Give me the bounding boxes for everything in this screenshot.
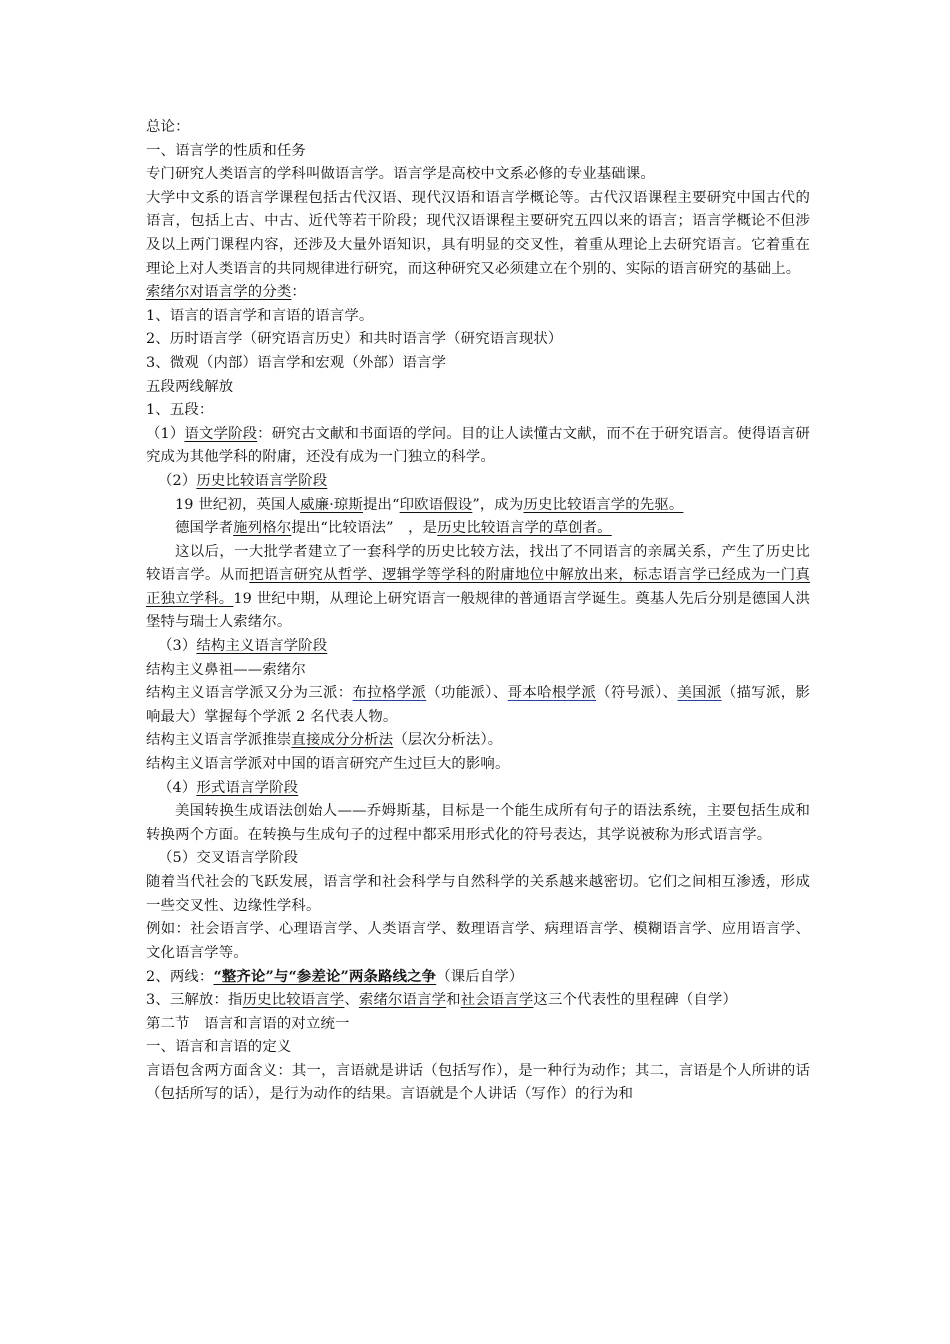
stage-5-heading: （5）交叉语言学阶段 xyxy=(158,850,299,867)
independence-phrase: 把语言研究从哲学、逻辑学等学科的附庸地位中解放出来，标志语言学已经成为一门真正独立学科。 xyxy=(146,567,810,607)
heading-general: 总论： xyxy=(146,119,190,135)
historical-comparative-term: 历史比较语言学 xyxy=(242,991,345,1008)
three-liberations-item: 3、三解放：指历史比较语言学、索绪尔语言学和社会语言学这三个代表性的里程碑（自学） xyxy=(146,991,737,1008)
structuralism-founder: 结构主义鼻祖——索绪尔 xyxy=(146,661,306,678)
stage-2-title: 历史比较语言学阶段 xyxy=(196,472,328,489)
saussure-classification-heading: 索绪尔对语言学的分类： xyxy=(146,284,306,301)
schlegel-line: 德国学者施列格尔提出“比较语法” ，是历史比较语言学的草创者。 xyxy=(175,520,612,537)
section-2-heading: 第二节 语言和言语的对立统一 xyxy=(146,1015,350,1032)
paragraph-curriculum: 大学中文系的语言学课程包括古代汉语、现代汉语和语言学概论等。古代汉语课程主要研究中国古代的语言，包括上古、中古、近代等若干阶段；现代汉语课程主要研究五四以来的语言；语言学概论不但涉及以上两门课程内容，还涉及大量外语知识，具有明显的交叉性，着重从理论上去研究语言。它着重在理论上对人类语言的共同规律进行研究，而这种研究又必须建立在个别的、实际的语言研究的基础上。 xyxy=(146,189,810,277)
schlegel-name: 施列格尔 xyxy=(233,520,292,537)
stage-1-paragraph: （1）语文学阶段：研究古文献和书面语的学问。目的让人读懂古文献，而不在于研究语言。使得语言研究成为其他学科的附庸，还没有成为一门独立的科学。 xyxy=(146,425,811,466)
stage-4-heading: （4）形式语言学阶段 xyxy=(158,779,299,796)
document-body xyxy=(146,116,810,1107)
stage-3-heading: （3）结构主义语言学阶段 xyxy=(158,638,328,655)
sociolinguistics-term: 社会语言学 xyxy=(460,991,534,1008)
classification-item-3: 3、微观（内部）语言学和宏观（外部）语言学 xyxy=(146,354,447,371)
classification-item-2: 2、历时语言学（研究语言历史）和共时语言学（研究语言现状） xyxy=(146,331,563,348)
william-jones-line: 19 世纪初，英国人威廉·琼斯提出“印欧语假设”，成为历史比较语言学的先驱。 xyxy=(175,496,684,513)
william-jones-name: 威廉·琼斯 xyxy=(300,496,364,513)
saussure-classification-link: 索绪尔对语言学的分类 xyxy=(146,284,292,301)
pioneer-phrase: 历史比较语言学的先驱。 xyxy=(523,496,684,513)
saussure-linguistics-term: 索绪尔语言学 xyxy=(358,991,447,1008)
copenhagen-school: 哥本哈根学派 xyxy=(507,685,597,702)
interdisciplinary-paragraph: 随着当代社会的飞跃发展，语言学和社会科学与自然科学的关系越来越密切。它们之间相互渗透，形成一些交叉性、边缘性学科。 xyxy=(146,874,810,914)
indo-european-hypothesis: 印欧语假设 xyxy=(399,496,473,513)
chomsky-paragraph: 美国转换生成语法创始人——乔姆斯基，目标是一个能生成所有句子的语法系统，主要包括生成和转换两个方面。在转换与生成句子的过程中都采用形式化的符号表达，其学说被称为形式语言学。 xyxy=(146,803,810,843)
two-lines-item: 2、两线：“整齐论”与“参差论”两条路线之争（课后自学） xyxy=(146,968,524,986)
definition-heading: 一、语言和言语的定义 xyxy=(146,1039,292,1056)
classification-item-1: 1、语言的语言学和言语的语言学。 xyxy=(146,307,374,324)
stage-1-title: 语文学阶段 xyxy=(184,425,258,442)
structuralism-schools-paragraph: 结构主义语言学派又分为三派：布拉格学派（功能派）、哥本哈根学派（符号派）、美国派（描写派，影响最大）掌握每个学派 2 名代表人物。 xyxy=(146,685,811,725)
american-school: 美国派 xyxy=(677,685,722,702)
structuralism-influence: 结构主义语言学派对中国的语言研究产生过巨大的影响。 xyxy=(146,756,510,773)
stage-3-title: 结构主义语言学阶段 xyxy=(196,638,328,655)
prague-school: 布拉格学派 xyxy=(352,685,427,702)
five-stages-heading: 五段两线解放 xyxy=(146,378,234,395)
two-lines-debate: “整齐论”与“参差论”两条路线之争 xyxy=(213,968,437,986)
five-stages-subheading: 1、五段： xyxy=(146,402,214,419)
stage-2-heading: （2）历史比较语言学阶段 xyxy=(158,472,328,489)
ic-analysis-line: 结构主义语言学派推崇直接成分分析法（层次分析法）。 xyxy=(146,732,503,749)
historical-comparative-paragraph: 这以后，一大批学者建立了一套科学的历史比较方法，找出了不同语言的亲属关系，产生了历史比较语言学。从而把语言研究从哲学、逻辑学等学科的附庸地位中解放出来，标志语言学已经成为一门真正独立学科。19 世纪中期，从理论上研究语言一般规律的普通语言学诞生。奠基人先后分别是德国人洪堡特与瑞士人索绪尔。 xyxy=(146,543,810,631)
stage-4-title: 形式语言学阶段 xyxy=(196,779,299,796)
paragraph-definition: 专门研究人类语言的学科叫做语言学。语言学是高校中文系必修的专业基础课。 xyxy=(146,166,655,183)
speech-definition-paragraph: 言语包含两方面含义：其一，言语就是讲话（包括写作），是一种行为动作；其二，言语是个人所讲的话（包括所写的话），是行为动作的结果。言语就是个人讲话（写作）的行为和 xyxy=(146,1062,810,1103)
examples-paragraph: 例如：社会语言学、心理语言学、人类语言学、数理语言学、病理语言学、模糊语言学、应用语言学、文化语言学等。 xyxy=(146,921,810,961)
ic-analysis-term: 直接成分分析法 xyxy=(291,732,394,749)
founder-phrase: 历史比较语言学的草创者。 xyxy=(437,520,612,537)
section-heading-nature: 一、语言学的性质和任务 xyxy=(146,142,306,159)
